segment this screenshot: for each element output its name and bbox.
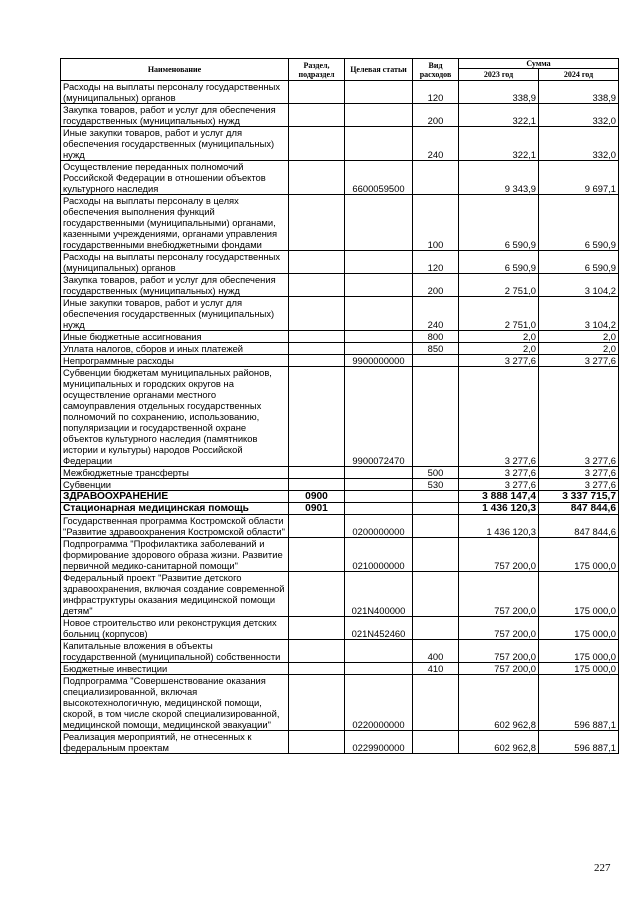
row-target <box>345 81 413 104</box>
table-row <box>61 515 619 538</box>
row-section: 0900 <box>289 491 345 503</box>
row-sum-2023: 9 343,9 <box>459 161 539 195</box>
row-target <box>345 663 413 675</box>
row-expense-type <box>413 572 459 617</box>
row-name: Иные закупки товаров, работ и услуг для обеспечения государственных (муниципальных) нужд <box>61 127 289 161</box>
row-sum-2023: 602 962,8 <box>459 675 539 731</box>
row-sum-2024: 338,9 <box>539 81 619 104</box>
row-expense-type <box>413 503 459 515</box>
row-expense-type: 200 <box>413 274 459 297</box>
table-row <box>61 503 619 515</box>
row-section <box>289 297 345 331</box>
row-sum-2024: 175 000,0 <box>539 617 619 640</box>
table-row <box>61 331 619 343</box>
table-row <box>61 479 619 491</box>
row-expense-type <box>413 367 459 467</box>
row-expense-type <box>413 675 459 731</box>
row-target: 9900000000 <box>345 355 413 367</box>
row-target: 0200000000 <box>345 515 413 538</box>
row-target <box>345 503 413 515</box>
row-sum-2023: 6 590,9 <box>459 251 539 274</box>
row-sum-2023: 757 200,0 <box>459 663 539 675</box>
row-sum-2024: 175 000,0 <box>539 640 619 663</box>
table-row <box>61 663 619 675</box>
row-name: Уплата налогов, сборов и иных платежей <box>61 343 289 355</box>
row-section <box>289 640 345 663</box>
row-sum-2023: 3 277,6 <box>459 467 539 479</box>
row-section <box>289 81 345 104</box>
header-year-2023: 2023 год <box>459 69 539 81</box>
row-section <box>289 195 345 251</box>
row-sum-2024: 3 277,6 <box>539 479 619 491</box>
row-sum-2023: 3 888 147,4 <box>459 491 539 503</box>
row-name: Расходы на выплаты персоналу в целях обеспечения выполнения функций государственными (муниципальными) органами, казенными учреждениями, органами управления государственными внебюджетными фондами <box>61 195 289 251</box>
page-number: 227 <box>594 862 611 874</box>
row-target <box>345 640 413 663</box>
row-sum-2023: 2,0 <box>459 343 539 355</box>
row-sum-2023: 757 200,0 <box>459 572 539 617</box>
row-sum-2023: 322,1 <box>459 127 539 161</box>
row-sum-2024: 3 337 715,7 <box>539 491 619 503</box>
row-sum-2024: 175 000,0 <box>539 572 619 617</box>
row-sum-2024: 175 000,0 <box>539 663 619 675</box>
row-name: Иные закупки товаров, работ и услуг для обеспечения государственных (муниципальных) нужд <box>61 297 289 331</box>
row-sum-2023: 1 436 120,3 <box>459 503 539 515</box>
row-target: 0210000000 <box>345 538 413 572</box>
row-section <box>289 343 345 355</box>
table-body <box>61 81 619 754</box>
row-section <box>289 663 345 675</box>
row-sum-2024: 6 590,9 <box>539 195 619 251</box>
row-section <box>289 572 345 617</box>
row-expense-type: 240 <box>413 297 459 331</box>
row-sum-2024: 6 590,9 <box>539 251 619 274</box>
row-expense-type: 410 <box>413 663 459 675</box>
row-name: Бюджетные инвестиции <box>61 663 289 675</box>
row-target: 0220000000 <box>345 675 413 731</box>
row-name: Закупка товаров, работ и услуг для обеспечения государственных (муниципальных) нужд <box>61 274 289 297</box>
row-target: 9900072470 <box>345 367 413 467</box>
row-sum-2023: 3 277,6 <box>459 355 539 367</box>
header-section: Раздел, подраздел <box>289 59 345 81</box>
row-section <box>289 251 345 274</box>
row-sum-2024: 2,0 <box>539 331 619 343</box>
row-sum-2024: 2,0 <box>539 343 619 355</box>
row-target <box>345 274 413 297</box>
row-sum-2024: 3 104,2 <box>539 274 619 297</box>
row-section <box>289 104 345 127</box>
row-target <box>345 331 413 343</box>
row-sum-2024: 175 000,0 <box>539 538 619 572</box>
row-section <box>289 355 345 367</box>
table-row <box>61 355 619 367</box>
row-expense-type <box>413 355 459 367</box>
table-row <box>61 104 619 127</box>
row-target: 021N400000 <box>345 572 413 617</box>
row-sum-2023: 3 277,6 <box>459 367 539 467</box>
row-section <box>289 161 345 195</box>
row-target: 6600059500 <box>345 161 413 195</box>
row-sum-2024: 332,0 <box>539 127 619 161</box>
row-name: Подпрограмма "Совершенствование оказания специализированной, включая высокотехнологичную, медицинской помощи, скорой, в том числе скорой специализированной, медицинской помощи, медицинской эвакуации" <box>61 675 289 731</box>
row-target <box>345 467 413 479</box>
table-row <box>61 538 619 572</box>
table-row <box>61 572 619 617</box>
row-name: ЗДРАВООХРАНЕНИЕ <box>61 491 289 503</box>
table-header <box>61 59 619 81</box>
row-sum-2024: 3 277,6 <box>539 467 619 479</box>
row-section <box>289 367 345 467</box>
row-expense-type: 240 <box>413 127 459 161</box>
row-sum-2024: 3 277,6 <box>539 367 619 467</box>
row-target: 0229900000 <box>345 731 413 754</box>
row-target <box>345 251 413 274</box>
row-target <box>345 491 413 503</box>
row-name: Новое строительство или реконструкция детских больниц (корпусов) <box>61 617 289 640</box>
row-sum-2023: 757 200,0 <box>459 617 539 640</box>
row-target <box>345 479 413 491</box>
row-section <box>289 515 345 538</box>
row-section <box>289 467 345 479</box>
row-section <box>289 617 345 640</box>
row-expense-type: 200 <box>413 104 459 127</box>
row-section <box>289 274 345 297</box>
row-sum-2024: 847 844,6 <box>539 515 619 538</box>
row-name: Закупка товаров, работ и услуг для обеспечения государственных (муниципальных) нужд <box>61 104 289 127</box>
header-name: Наименование <box>61 59 289 81</box>
table-row <box>61 251 619 274</box>
row-name: Подпрограмма "Профилактика заболеваний и формирование здорового образа жизни. Развитие первичной медико-санитарной помощи" <box>61 538 289 572</box>
row-target <box>345 343 413 355</box>
row-expense-type: 530 <box>413 479 459 491</box>
row-sum-2023: 602 962,8 <box>459 731 539 754</box>
row-target: 021N452460 <box>345 617 413 640</box>
table-row <box>61 297 619 331</box>
row-sum-2024: 847 844,6 <box>539 503 619 515</box>
row-sum-2023: 322,1 <box>459 104 539 127</box>
table-row <box>61 343 619 355</box>
row-sum-2023: 6 590,9 <box>459 195 539 251</box>
row-name: Непрограммные расходы <box>61 355 289 367</box>
row-target <box>345 195 413 251</box>
row-section <box>289 331 345 343</box>
table-row <box>61 491 619 503</box>
row-name: Расходы на выплаты персоналу государственных (муниципальных) органов <box>61 81 289 104</box>
table-row <box>61 731 619 754</box>
row-sum-2024: 9 697,1 <box>539 161 619 195</box>
table-row <box>61 161 619 195</box>
row-target <box>345 127 413 161</box>
row-expense-type <box>413 617 459 640</box>
row-sum-2024: 3 104,2 <box>539 297 619 331</box>
row-name: Осуществление переданных полномочий Российской Федерации в отношении объектов культурного наследия <box>61 161 289 195</box>
budget-table <box>60 58 619 754</box>
row-sum-2023: 338,9 <box>459 81 539 104</box>
budget-table-container <box>60 58 618 754</box>
row-name: Капитальные вложения в объекты государственной (муниципальной) собственности <box>61 640 289 663</box>
row-sum-2023: 1 436 120,3 <box>459 515 539 538</box>
table-row <box>61 675 619 731</box>
row-expense-type: 850 <box>413 343 459 355</box>
row-section <box>289 675 345 731</box>
row-expense-type: 400 <box>413 640 459 663</box>
row-expense-type <box>413 515 459 538</box>
row-name: Субвенции бюджетам муниципальных районов, муниципальных и городских округов на осуществление органами местного самоуправления отдельных государственных полномочий по сохранению, использованию, популяризации и государственной охране объектов культурного наследия (памятников истории и культуры) народов Российской Федерации <box>61 367 289 467</box>
row-expense-type: 500 <box>413 467 459 479</box>
row-name: Субвенции <box>61 479 289 491</box>
row-section <box>289 127 345 161</box>
table-row <box>61 367 619 467</box>
header-type: Вид расходов <box>413 59 459 81</box>
row-name: Реализация мероприятий, не отнесенных к федеральным проектам <box>61 731 289 754</box>
row-section <box>289 538 345 572</box>
row-section <box>289 479 345 491</box>
row-section: 0901 <box>289 503 345 515</box>
header-target: Целевая статьи <box>345 59 413 81</box>
row-name: Иные бюджетные ассигнования <box>61 331 289 343</box>
row-sum-2023: 2,0 <box>459 331 539 343</box>
row-expense-type <box>413 491 459 503</box>
header-year-2024: 2024 год <box>539 69 619 81</box>
row-sum-2023: 2 751,0 <box>459 297 539 331</box>
row-expense-type <box>413 731 459 754</box>
row-sum-2024: 3 277,6 <box>539 355 619 367</box>
table-row <box>61 195 619 251</box>
row-expense-type: 120 <box>413 81 459 104</box>
row-name: Государственная программа Костромской области "Развитие здравоохранения Костромской области" <box>61 515 289 538</box>
row-name: Межбюджетные трансферты <box>61 467 289 479</box>
row-expense-type: 800 <box>413 331 459 343</box>
row-sum-2024: 596 887,1 <box>539 731 619 754</box>
table-row <box>61 640 619 663</box>
row-target <box>345 104 413 127</box>
header-sum: Сумма <box>459 59 619 69</box>
row-name: Расходы на выплаты персоналу государственных (муниципальных) органов <box>61 251 289 274</box>
row-sum-2023: 3 277,6 <box>459 479 539 491</box>
row-expense-type <box>413 161 459 195</box>
table-row <box>61 127 619 161</box>
table-row <box>61 617 619 640</box>
row-expense-type: 120 <box>413 251 459 274</box>
row-sum-2024: 596 887,1 <box>539 675 619 731</box>
row-sum-2023: 757 200,0 <box>459 640 539 663</box>
row-sum-2023: 2 751,0 <box>459 274 539 297</box>
row-name: Федеральный проект "Развитие детского здравоохранения, включая создание современной инфраструктуры оказания медицинской помощи детям" <box>61 572 289 617</box>
row-sum-2024: 332,0 <box>539 104 619 127</box>
row-section <box>289 731 345 754</box>
table-row <box>61 274 619 297</box>
row-expense-type <box>413 538 459 572</box>
row-expense-type: 100 <box>413 195 459 251</box>
row-sum-2023: 757 200,0 <box>459 538 539 572</box>
row-name: Стационарная медицинская помощь <box>61 503 289 515</box>
table-row <box>61 81 619 104</box>
row-target <box>345 297 413 331</box>
table-row <box>61 467 619 479</box>
